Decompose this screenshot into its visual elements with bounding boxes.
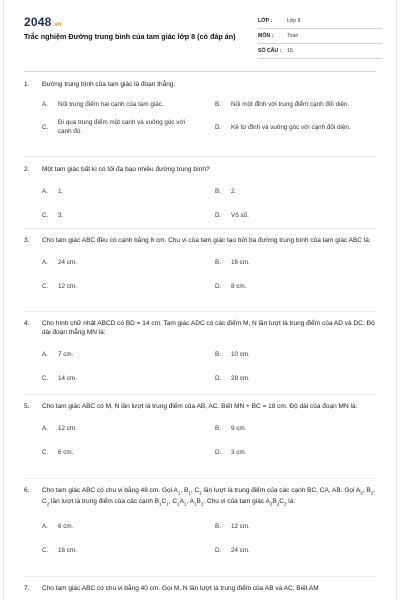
option-b[interactable]: [215, 424, 388, 433]
subscript: 1: [177, 501, 180, 507]
question-separator: [24, 394, 376, 395]
site-logo[interactable]: [24, 15, 62, 29]
option-key: A.: [42, 351, 48, 358]
question-text: Cho tam giác ABC có chu vi bằng 40 cm. Gọi M, N lần lượt là trung điểm của AB và AC. Biết AM: [42, 585, 319, 592]
option-key: A.: [42, 425, 48, 432]
document-header: [4, 0, 396, 58]
question-2: [24, 165, 380, 220]
option-key: B.: [215, 259, 221, 266]
option-text: 1.: [58, 188, 64, 195]
option-text: 6 cm.: [58, 449, 74, 456]
option-b[interactable]: [215, 522, 388, 531]
option-key: C.: [42, 546, 49, 554]
option-text: 8 cm.: [231, 283, 247, 290]
meta-table: [258, 14, 382, 59]
meta-key: LỚP :: [258, 18, 273, 24]
option-key: A.: [42, 101, 48, 108]
subscript: 1: [183, 501, 187, 507]
question-number: 5.: [24, 403, 30, 410]
option-text: 12 cm.: [58, 283, 77, 290]
option-text: Kẻ từ đỉnh và vuông góc với cạnh đối diện.: [231, 123, 351, 131]
logo-text: 2048: [24, 15, 52, 29]
option-d[interactable]: [215, 118, 388, 136]
option-d[interactable]: [215, 448, 388, 457]
option-key: A.: [42, 522, 48, 530]
option-c[interactable]: [42, 118, 215, 136]
option-text: 16 cm.: [231, 259, 250, 266]
subscript: 2: [360, 490, 363, 496]
header-divider: [24, 71, 376, 72]
question-number: 6.: [24, 487, 30, 494]
option-key: D.: [215, 212, 222, 219]
document-page: [3, 0, 397, 600]
option-d[interactable]: [215, 546, 388, 555]
option-text: Đi qua trung điểm một cạnh và vuông góc với cạnh đó.: [58, 119, 185, 135]
meta-key: MÔN :: [258, 33, 274, 39]
question-separator: [24, 576, 376, 577]
option-text: 16 cm.: [58, 546, 77, 554]
subscript: 2: [269, 501, 273, 507]
option-key: D.: [215, 546, 222, 554]
option-key: C.: [42, 212, 49, 219]
option-text: 6 cm.: [58, 522, 74, 530]
question-number: 4.: [24, 320, 30, 327]
subscript: 1: [199, 490, 202, 496]
meta-value: 15: [287, 48, 293, 54]
option-text: 24 cm.: [231, 546, 250, 554]
option-key: D.: [215, 283, 222, 290]
option-a[interactable]: [42, 522, 215, 531]
option-b[interactable]: [215, 350, 388, 359]
option-key: B.: [215, 425, 221, 432]
option-c[interactable]: [42, 546, 215, 555]
option-d[interactable]: [215, 282, 388, 291]
question-4: [24, 319, 380, 383]
option-key: D.: [215, 123, 222, 131]
option-text: Vô số.: [231, 212, 249, 219]
option-text: 3 cm.: [231, 449, 247, 456]
subscript: 2: [276, 501, 280, 507]
option-key: A.: [42, 259, 48, 266]
question-number: 1.: [24, 81, 30, 88]
question-1: [24, 80, 380, 136]
question-separator: [24, 311, 376, 312]
option-text: 10 cm.: [231, 351, 250, 358]
option-text: 12 cm.: [231, 522, 250, 530]
subscript: 1: [194, 501, 197, 507]
question-3: [24, 236, 380, 291]
question-7: [24, 584, 380, 593]
question-text: Cho tam giác ABC có chu vi bằng 48 cm. Gọi $A_1$, $B_1$, $C_1$ lần lượt là trung điểm của các cạnh BC, CA, AB. Gọi $A_2$, $B_2$, $C_2$ lần lượt là trung điểm của các cạnh $B_1C_1$, $C_1A_1$, $A_1B_1$. Chu vi của tam giác $A_2B_2C_2$ là:: [42, 487, 376, 507]
subscript: 1: [166, 501, 169, 507]
option-text: 2.: [231, 188, 237, 195]
option-c[interactable]: [42, 211, 215, 220]
question-6: [24, 486, 380, 555]
option-key: C.: [42, 449, 49, 456]
question-number: 2.: [24, 166, 30, 173]
question-separator: [24, 156, 376, 157]
option-a[interactable]: [42, 350, 215, 359]
subscript: 1: [177, 490, 181, 496]
option-b[interactable]: [215, 187, 388, 196]
option-c[interactable]: [42, 448, 215, 457]
document-title: Trắc nghiệm Đường trung bình của tam giác lớp 8 (có đáp án): [24, 32, 236, 41]
meta-value: Toán: [287, 33, 299, 39]
option-text: 28 cm.: [231, 375, 250, 382]
meta-key: SỐ CÂU :: [258, 48, 282, 54]
option-text: 14 cm.: [58, 375, 77, 382]
option-b[interactable]: [215, 100, 388, 109]
question-5: [24, 402, 380, 457]
option-text: 7 cm.: [58, 351, 74, 358]
question-separator: [24, 478, 376, 479]
logo-suffix: .vn: [52, 22, 62, 28]
subscript: 2: [46, 501, 50, 507]
subscript: 1: [200, 501, 204, 507]
option-key: B.: [215, 522, 221, 530]
option-key: B.: [215, 101, 221, 108]
option-a[interactable]: [42, 100, 215, 109]
subscript: 1: [188, 490, 191, 496]
option-d[interactable]: [215, 211, 388, 220]
question-text: Cho tam giác ABC có M, N lần lượt là trung điểm của AB, AC. Biết MN + BC = 18 cm. Độ dài của đoạn MN là:: [42, 403, 358, 410]
option-a[interactable]: [42, 187, 215, 196]
option-key: B.: [215, 351, 221, 358]
option-b[interactable]: [215, 258, 388, 267]
option-text: 12 cm.: [58, 425, 77, 432]
option-text: Nối một đỉnh với trung điểm cạnh đối diện.: [231, 101, 350, 108]
option-key: D.: [215, 449, 222, 456]
subscript: 2: [370, 490, 374, 496]
option-text: Nối trung điểm hai cạnh của tam giác.: [58, 101, 164, 108]
question-text: Cho tam giác ABC đều có cạnh bằng 8 cm. Chu vi của tam giác tạo bởi ba đường trung bình của tam giác ABC là:: [42, 237, 371, 244]
option-key: A.: [42, 188, 48, 195]
option-c[interactable]: [42, 374, 215, 383]
option-a[interactable]: [42, 424, 215, 433]
question-number: 3.: [24, 237, 30, 244]
option-text: 24 cm.: [58, 259, 77, 266]
question-number: 7.: [24, 585, 30, 592]
option-text: 9 cm.: [231, 425, 247, 432]
meta-row-count: [258, 44, 382, 59]
meta-value: Lớp 8: [287, 18, 301, 24]
meta-row-subject: [258, 29, 382, 44]
option-key: B.: [215, 188, 221, 195]
subscript: 1: [159, 501, 162, 507]
question-text: Đường trung bình của tam giác là đoạn thẳng:: [42, 81, 176, 88]
option-d[interactable]: [215, 374, 388, 383]
option-a[interactable]: [42, 258, 215, 267]
option-text: 3.: [58, 212, 64, 219]
option-c[interactable]: [42, 282, 215, 291]
question-text: Cho hình chữ nhật ABCD có BD = 14 cm. Tam giác ADC có các điểm M, N lần lượt là trung điểm của AD và DC. Độ dài đoạn thẳng MN là:: [42, 320, 375, 336]
option-key: C.: [42, 123, 49, 131]
option-key: D.: [215, 375, 222, 382]
option-key: C.: [42, 375, 49, 382]
question-text: Một tam giác bất kì có tối đa bao nhiêu đường trung bình?: [42, 166, 210, 173]
option-key: C.: [42, 283, 49, 290]
meta-row-class: [258, 14, 382, 29]
subscript: 2: [283, 501, 287, 507]
question-separator: [24, 228, 376, 229]
